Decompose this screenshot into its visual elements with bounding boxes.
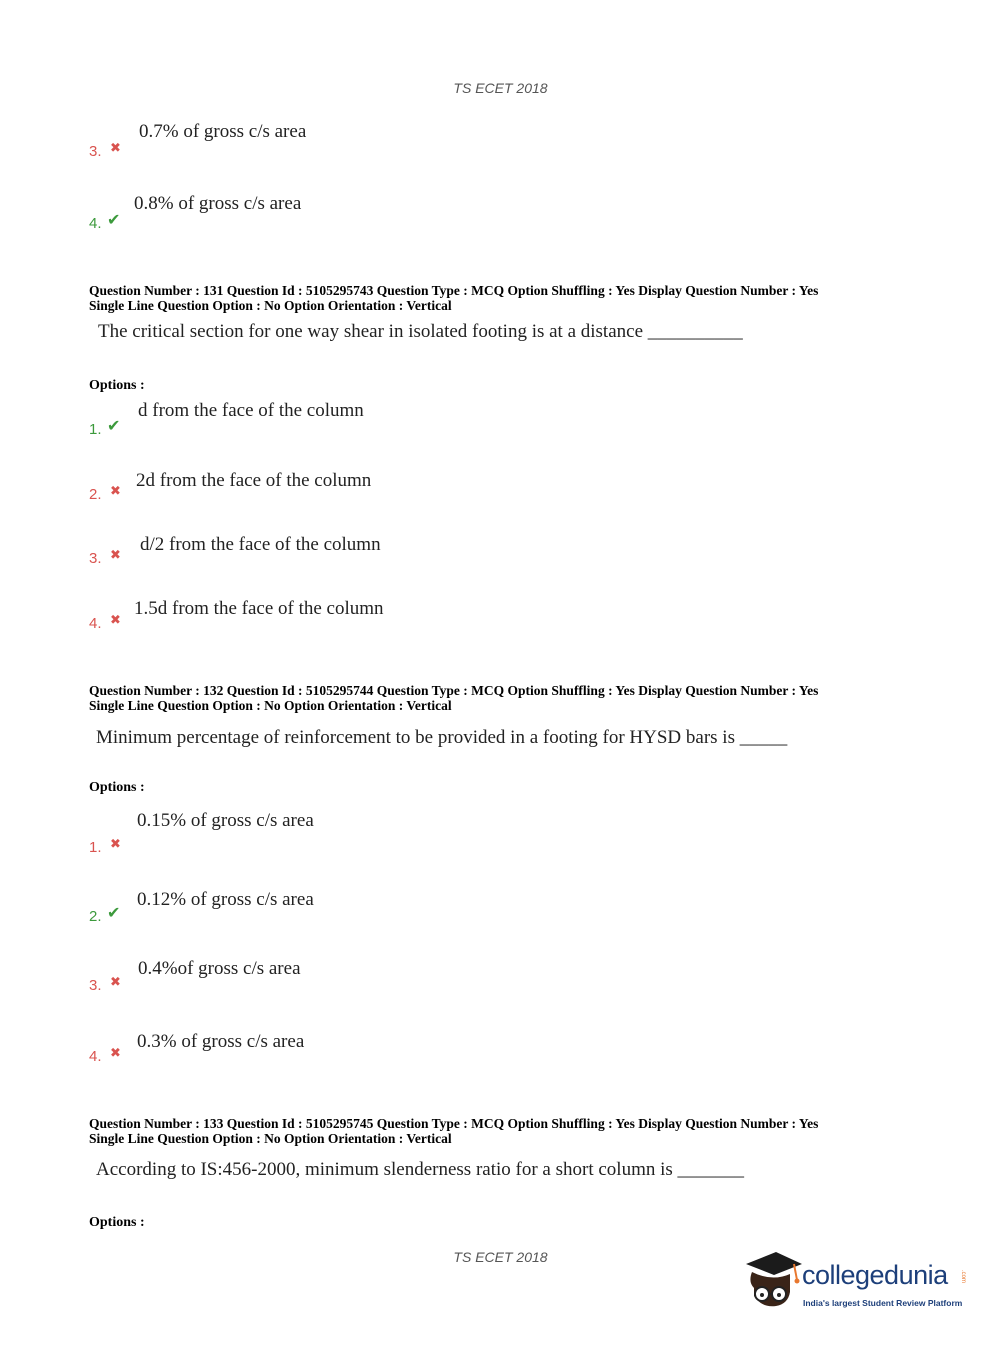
option-text: 0.7% of gross c/s area (139, 121, 307, 142)
logo-tagline: India's largest Student Review Platform (803, 1298, 963, 1308)
option-text: 0.4%of gross c/s area (138, 958, 301, 979)
collegedunia-logo (742, 1248, 972, 1318)
option-text: d/2 from the face of the column (140, 534, 381, 555)
correct-check-icon: ✔ (107, 210, 121, 229)
option-text: 0.15% of gross c/s area (137, 810, 314, 831)
question-meta-line: Question Number : 133 Question Id : 5105295745 Question Type : MCQ Option Shuffling : Yes Display Question Number : Yes (89, 1116, 819, 1131)
correct-check-icon: ✔ (107, 903, 121, 922)
option-number: 3. (89, 143, 102, 160)
option-number: 3. (89, 550, 102, 567)
wrong-icon: ✖ (110, 484, 121, 499)
page-header: TS ECET 2018 (453, 80, 548, 96)
option-text: 2d from the face of the column (136, 470, 372, 491)
option-number: 3. (89, 977, 102, 994)
question-meta-line: Single Line Question Option : No Option Orientation : Vertical (89, 698, 452, 713)
option-number: 4. (89, 615, 102, 632)
question-text: The critical section for one way shear in isolated footing is at a distance __________ (98, 321, 743, 342)
wrong-icon: ✖ (110, 141, 121, 156)
question-meta-line: Question Number : 132 Question Id : 5105295744 Question Type : MCQ Option Shuffling : Yes Display Question Number : Yes (89, 683, 819, 698)
question-meta-line: Single Line Question Option : No Option Orientation : Vertical (89, 1131, 452, 1146)
logo-wordmark: collegedunia (802, 1260, 948, 1290)
question-meta-line: Single Line Question Option : No Option Orientation : Vertical (89, 298, 452, 313)
mascot-graduation-icon (742, 1248, 804, 1318)
option-number: 2. (89, 908, 102, 925)
page-footer: TS ECET 2018 (453, 1249, 548, 1265)
option-text: 1.5d from the face of the column (134, 598, 384, 619)
option-text: 0.8% of gross c/s area (134, 193, 302, 214)
question-meta (89, 1116, 919, 1146)
question-text: According to IS:456-2000, minimum slenderness ratio for a short column is _______ (96, 1159, 745, 1180)
option-number: 4. (89, 215, 102, 232)
wrong-icon: ✖ (110, 975, 121, 990)
option-number: 1. (89, 421, 102, 438)
correct-check-icon: ✔ (107, 416, 121, 435)
wrong-icon: ✖ (110, 837, 121, 852)
option-text: d from the face of the column (138, 400, 364, 421)
logo-suffix: .com (960, 1270, 966, 1284)
question-meta (89, 283, 919, 313)
question-text: Minimum percentage of reinforcement to be provided in a footing for HYSD bars is _____ (96, 727, 788, 748)
option-number: 4. (89, 1048, 102, 1065)
options-label: Options : (89, 780, 145, 795)
option-text: 0.12% of gross c/s area (137, 889, 314, 910)
wrong-icon: ✖ (110, 1046, 121, 1061)
question-meta-line: Question Number : 131 Question Id : 5105295743 Question Type : MCQ Option Shuffling : Yes Display Question Number : Yes (89, 283, 819, 298)
question-meta (89, 683, 919, 713)
wrong-icon: ✖ (110, 613, 121, 628)
options-label: Options : (89, 378, 145, 393)
option-text: 0.3% of gross c/s area (137, 1031, 305, 1052)
option-number: 1. (89, 839, 102, 856)
wrong-icon: ✖ (110, 548, 121, 563)
option-number: 2. (89, 486, 102, 503)
options-label: Options : (89, 1215, 145, 1230)
